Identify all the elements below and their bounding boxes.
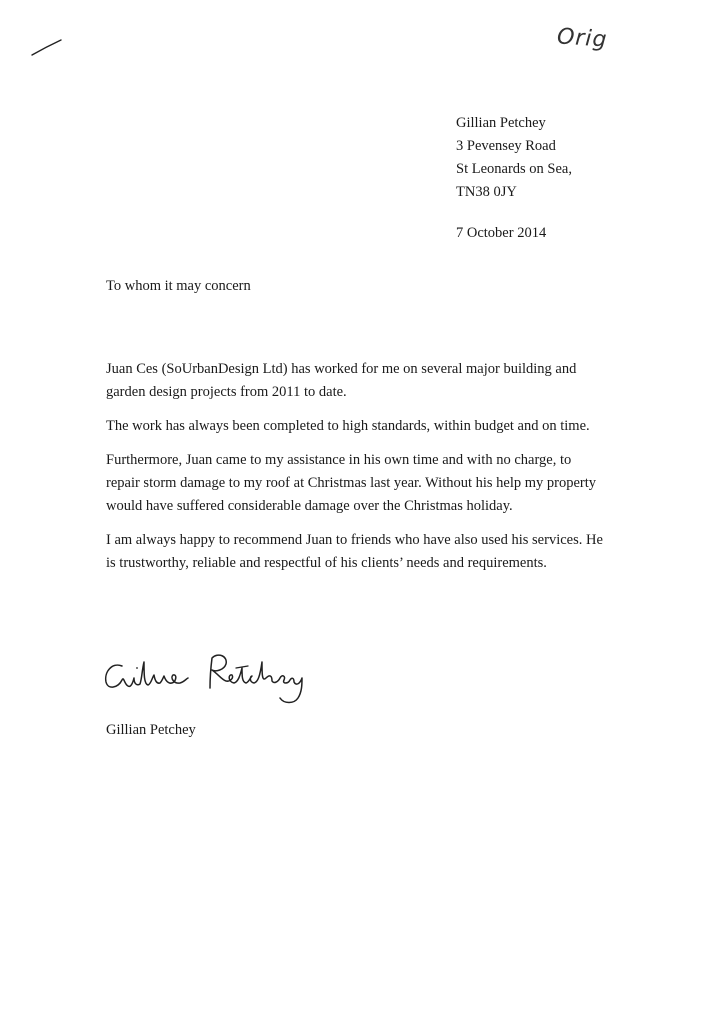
body-paragraph: Furthermore, Juan came to my assistance in his own time and with no charge, to repair storm damage to my roof at Christmas last year. Without his help my property would have suffered considerable damage over the Christmas holiday. — [106, 452, 597, 514]
sender-address-block — [456, 112, 572, 204]
handwritten-orig-note: Orig — [556, 24, 609, 53]
sender-name: Gillian Petchey — [456, 115, 546, 131]
handwritten-signature — [100, 648, 320, 708]
body-paragraph: The work has always been completed to high standards, within budget and on time. — [106, 418, 590, 434]
address-line: St Leonards on Sea, — [456, 161, 572, 177]
body-paragraph: I am always happy to recommend Juan to friends who have also used his services. He is trustworthy, reliable and respectful of his clients’ needs and requirements. — [106, 532, 603, 571]
letter-greeting: To whom it may concern — [106, 278, 251, 294]
address-line: TN38 0JY — [456, 184, 517, 200]
signer-name: Gillian Petchey — [106, 722, 196, 738]
letter-body — [106, 358, 606, 586]
pen-stroke-mark — [30, 36, 64, 58]
address-line: 3 Pevensey Road — [456, 138, 556, 154]
letter-date: 7 October 2014 — [456, 225, 547, 241]
body-paragraph: Juan Ces (SoUrbanDesign Ltd) has worked for me on several major building and garden design projects from 2011 to date. — [106, 361, 577, 400]
